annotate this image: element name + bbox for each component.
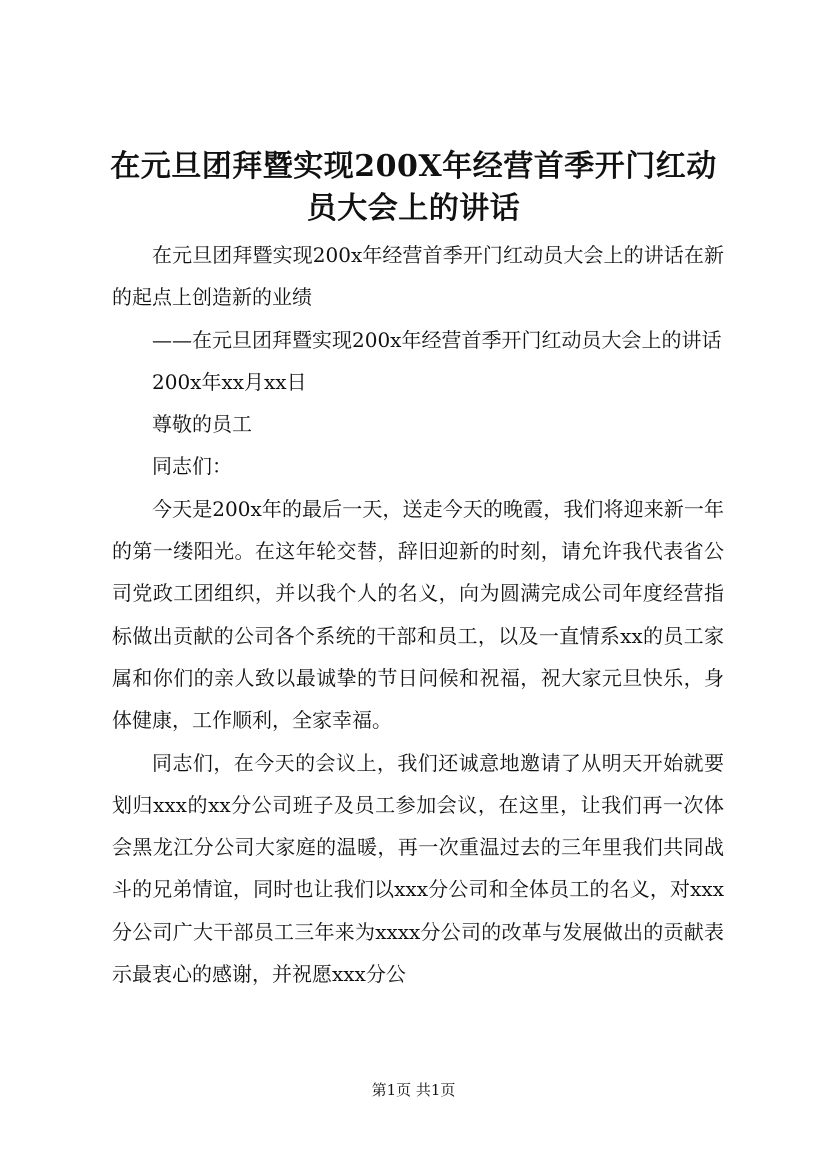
paragraph-body-2: 同志们，在今天的会议上，我们还诚意地邀请了从明天开始就要划归xxx的xx分公司班子及员工参加会议，在这里，让我们再一次体会黑龙江分公司大家庭的温暖，再一次重温过去的三年里我们共同战斗的兄弟情谊，同时也让我们以xxx分公司和全体员工的名义，对xxx分公司广大干部员工三年来为xxxx分公司的改革与发展做出的贡献表示最衷心的感谢，并祝愿xxx分公 [112, 750, 724, 987]
paragraph-salutation: 尊敬的员工 [152, 412, 252, 437]
paragraph-subtitle: 在元旦团拜暨实现200x年经营首季开门红动员大会上的讲话在新的起点上创造新的业绩 [112, 243, 724, 310]
paragraph-dash-title: ——在元旦团拜暨实现200x年经营首季开门红动员大会上的讲话 [152, 327, 722, 352]
paragraph-body-1: 今天是200x年的最后一天，送走今天的晚霞，我们将迎来新一年的第一缕阳光。在这年轮交替，辞旧迎新的时刻，请允许我代表省公司党政工团组织，并以我个人的名义，向为圆满完成公司年度经营指标做出贡献的公司各个系统的干部和员工，以及一直情系xx的员工家属和你们的亲人致以最诚挚的节日问候和祝福，祝大家元旦快乐，身体健康，工作顺利，全家幸福。 [112, 496, 724, 733]
document-title: 在元旦团拜暨实现200X年经营首季开门红动员大会上的讲话 [110, 149, 717, 226]
paragraph-comrades: 同志们： [152, 454, 232, 479]
paragraph-date: 200x年xx月xx日 [152, 369, 307, 394]
page-footer: 第1页 共1页 [371, 1081, 456, 1099]
document-body [112, 234, 724, 995]
